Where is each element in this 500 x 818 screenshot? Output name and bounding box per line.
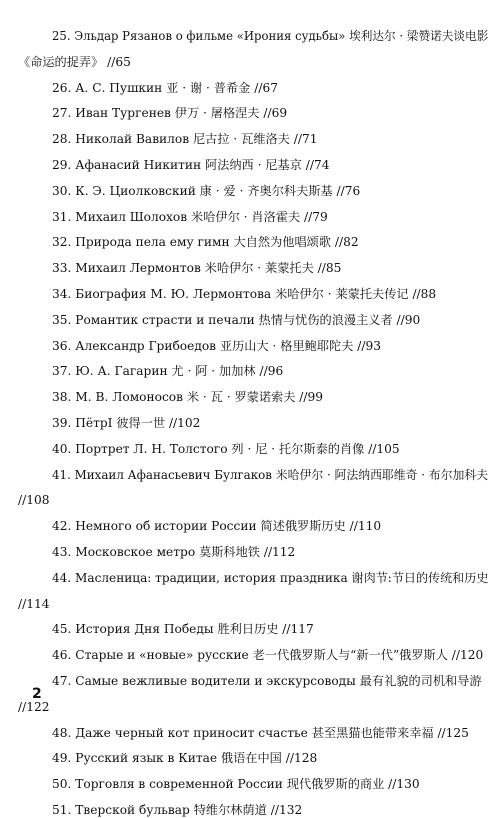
toc-entry: 31. Михаил Шолохов 米哈伊尔 · 肖洛霍夫 //79 <box>52 209 328 224</box>
toc-entry-continuation: //108 <box>18 493 50 508</box>
toc-entry: 30. К. Э. Циолковский 康 · 爱 · 齐奥尔科夫斯基 //76 <box>52 183 361 198</box>
toc-entry: 27. Иван Тургенев 伊万 · 屠格涅夫 //69 <box>52 106 288 121</box>
toc-entry: 29. Афанасий Никитин 阿法纳西 · 尼基京 //74 <box>52 158 330 172</box>
toc-entry: 43. Московское метро 莫斯科地铁 //112 <box>52 545 296 559</box>
toc-entry: 38. М. В. Ломоносов 米 · 瓦 · 罗蒙诺索夫 //99 <box>52 390 324 405</box>
toc-entry: 44. Масленица: традиции, история праздника 谢肉节:节日的传统和历史 <box>52 570 489 585</box>
toc-entry-continuation: 《命运的捉弄》 //65 <box>18 54 131 69</box>
toc-entry: 35. Романтик страсти и печали 热情与忧伤的浪漫主义者 //90 <box>52 312 421 327</box>
toc-entry: 39. ПётрI 彼得一世 //102 <box>52 416 201 430</box>
toc-entry: 48. Даже черный кот приносит счастье 甚至黑猫也能带来幸福 //125 <box>52 725 469 740</box>
toc-entry: 32. Природа пела ему гимн 大自然为他唱颂歌 //82 <box>52 235 359 250</box>
toc-entry: 25. Эльдар Рязанов о фильме «Ирония судьбы» 埃利达尔 · 梁赞诺夫谈电影 <box>52 29 489 43</box>
toc-entry-continuation: //114 <box>18 596 50 611</box>
toc-entry: 26. А. С. Пушкин 亚 · 谢 · 普希金 //67 <box>52 80 278 95</box>
toc-entry: 28. Николай Вавилов 尼古拉 · 瓦维洛夫 //71 <box>52 132 318 147</box>
toc-entry: 33. Михаил Лермонтов 米哈伊尔 · 莱蒙托夫 //85 <box>52 261 342 276</box>
toc-entry: 34. Биография М. Ю. Лермонтова 米哈伊尔 · 莱蒙托夫传记 //88 <box>52 287 437 301</box>
toc-entry: 45. История Дня Победы 胜利日历史 //117 <box>52 622 314 637</box>
toc-entry: 51. Тверской бульвар 特维尔林荫道 //132 <box>52 803 303 817</box>
toc-entry: 41. Михаил Афанасьевич Булгаков 米哈伊尔 · 阿法纳西耶维奇 · 布尔加科夫 <box>52 467 489 482</box>
toc-entry: 36. Александр Грибоедов 亚历山大 · 格里鲍耶陀夫 //93 <box>52 338 382 353</box>
page-number: 2 <box>32 686 42 702</box>
toc-entry: 37. Ю. А. Гагарин 尤 · 阿 · 加加林 //96 <box>52 364 284 379</box>
toc-entry: 47. Самые вежливые водители и экскурсоводы 最有礼貌的司机和导游 <box>52 674 482 688</box>
toc-entry: 40. Портрет Л. Н. Толстого 列 · 尼 · 托尔斯泰的肖像 //105 <box>52 441 400 456</box>
toc-entry: 49. Русский язык в Китае 俄语在中国 //128 <box>52 751 318 766</box>
toc-entry: 46. Старые и «новые» русские 老一代俄罗斯人与“新一代”俄罗斯人 //120 <box>52 648 484 663</box>
toc-entry: 42. Немного об истории России 简述俄罗斯历史 //110 <box>52 519 382 534</box>
toc-entry: 50. Торговля в современной России 现代俄罗斯的商业 //130 <box>52 777 420 792</box>
toc-entry-continuation: //122 <box>18 699 50 714</box>
